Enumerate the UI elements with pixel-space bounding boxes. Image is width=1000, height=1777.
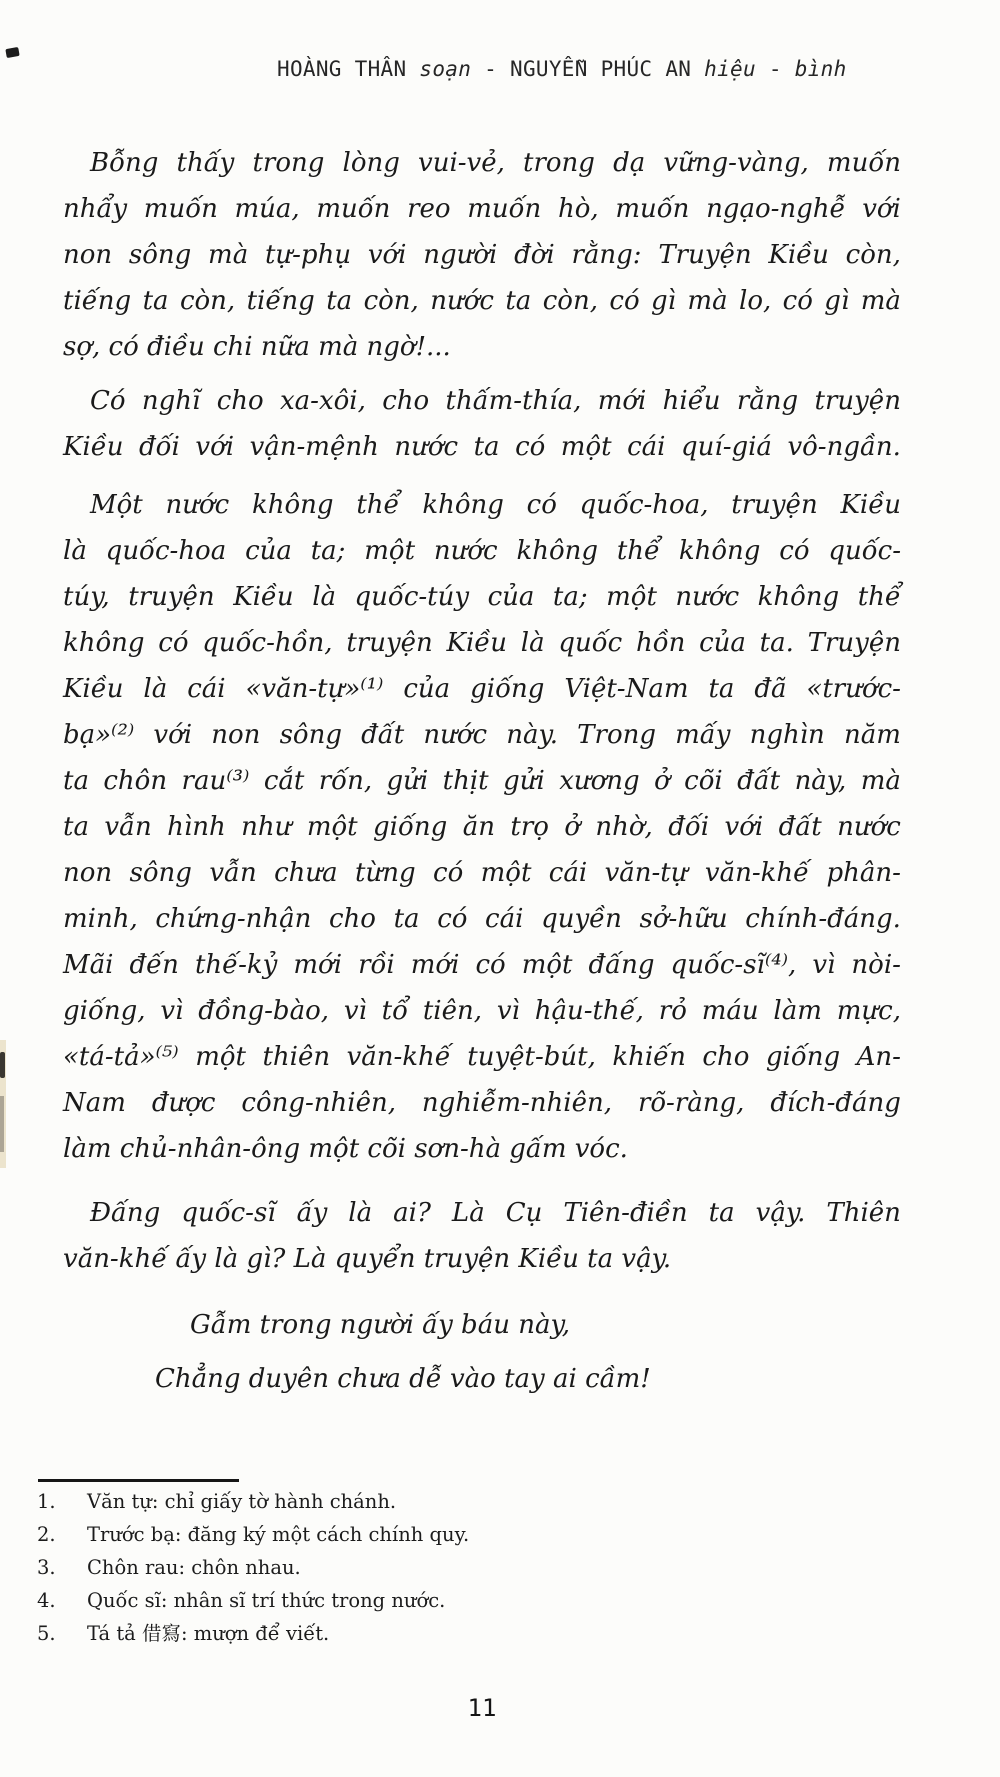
word: mà — [860, 766, 901, 796]
word: giống — [373, 812, 448, 842]
paragraph — [63, 378, 901, 470]
word: truyện — [128, 582, 215, 612]
footnote-text: Quốc sĩ: nhân sĩ trí thức trong nước. — [87, 1589, 446, 1612]
word: hồn — [635, 628, 686, 658]
word: quốc-hoa, — [579, 490, 709, 520]
word: ta — [63, 766, 89, 796]
word: còn, — [363, 286, 419, 316]
word: văn-tự — [604, 858, 688, 888]
word: rỏ — [658, 996, 687, 1026]
word: nhờ, — [595, 812, 653, 842]
footnote-text: Chôn rau: chôn nhau. — [87, 1556, 301, 1579]
word: từng — [355, 858, 416, 888]
running-header-part: NGUYỄN PHÚC AN — [510, 57, 705, 81]
word: ta — [326, 286, 353, 316]
word: giống — [765, 1042, 841, 1072]
word: cắt — [263, 766, 305, 796]
word: thiên — [262, 1042, 331, 1072]
word: vì — [812, 950, 836, 980]
word: văn-khế — [346, 1042, 451, 1072]
word: có — [515, 432, 546, 462]
word: trọ — [510, 812, 549, 842]
word: là — [143, 674, 168, 704]
word: ngạo-nghễ — [706, 194, 846, 224]
word: cho — [382, 386, 430, 416]
word: rau⁽³⁾ — [181, 766, 250, 796]
word: là — [63, 536, 87, 566]
footnote-number: 5. — [37, 1622, 56, 1645]
body-line — [63, 942, 901, 988]
word: công-nhiên, — [241, 1088, 396, 1118]
word: nước — [394, 432, 459, 462]
word: như — [241, 812, 292, 842]
word: có — [437, 904, 468, 934]
word: quốc-hồn, — [202, 628, 333, 658]
word: reo — [407, 194, 451, 224]
word: vì — [343, 996, 367, 1026]
word: của — [487, 582, 535, 612]
footnote-text: Tá tả 借寫: mượn để viết. — [87, 1622, 330, 1645]
word: cho — [328, 904, 376, 934]
word: Cụ — [505, 1198, 543, 1228]
footnote-number: 2. — [37, 1523, 56, 1546]
word: cái — [187, 674, 226, 704]
body-line: làm chủ-nhân-ông một cõi sơn-hà gấm vóc. — [63, 1134, 628, 1164]
word: tiên, — [422, 996, 483, 1026]
word: cho — [702, 1042, 750, 1072]
word: mới — [410, 950, 460, 980]
word: ta; — [310, 536, 346, 566]
word: thấy — [176, 148, 235, 178]
word: khiến — [612, 1042, 686, 1072]
word: truyện — [814, 386, 901, 416]
footnote-item — [37, 1552, 917, 1584]
word: đất — [361, 720, 405, 750]
word: chôn — [103, 766, 168, 796]
word: quốc-hoa — [105, 536, 227, 566]
word: vậy. — [755, 1198, 806, 1228]
scan-artifact-smudge-dark — [0, 1052, 5, 1078]
word: một — [306, 812, 358, 842]
word: gì — [824, 286, 850, 316]
word: còn, — [845, 240, 901, 270]
word: dạ — [613, 148, 646, 178]
word: rồi — [358, 950, 395, 980]
body-line — [63, 850, 901, 896]
word: một — [521, 950, 573, 980]
word: có — [475, 950, 506, 980]
word: với — [724, 812, 764, 842]
word: đồng-bào, — [198, 996, 329, 1026]
word: gửi — [386, 766, 429, 796]
word: muốn — [143, 194, 218, 224]
word: ai? — [393, 1198, 431, 1228]
word: một — [560, 432, 612, 462]
word: còn, — [179, 286, 236, 316]
word: không — [678, 536, 761, 566]
word: gửi — [503, 766, 545, 796]
word: rõ-ràng, — [637, 1088, 745, 1118]
word: Tiên-điền — [563, 1198, 688, 1228]
word: mới — [293, 950, 343, 980]
word: có — [609, 286, 640, 316]
body-line — [63, 186, 901, 232]
paragraph — [63, 1190, 901, 1282]
word: đối — [668, 812, 710, 842]
word: Mãi — [63, 950, 114, 980]
word: với — [367, 240, 407, 270]
page-number: 11 — [467, 1694, 497, 1722]
body-line — [63, 804, 901, 850]
paragraph — [63, 140, 901, 370]
word: vô-ngần. — [787, 432, 901, 462]
word: sông — [129, 858, 192, 888]
word: không — [63, 628, 145, 658]
word: vì — [496, 996, 520, 1026]
word: có — [782, 286, 813, 316]
word: không — [422, 490, 504, 520]
word: Là — [451, 1198, 485, 1228]
word: bạ»⁽²⁾ — [63, 720, 135, 750]
word: mà — [860, 286, 901, 316]
word: với — [862, 194, 901, 224]
body-line — [63, 424, 901, 470]
word: vẫn — [209, 858, 257, 888]
word: rằng: — [571, 240, 642, 270]
word: nghìn — [749, 720, 825, 750]
word: nước — [423, 720, 488, 750]
word: văn-khế — [704, 858, 810, 888]
word: trong — [523, 148, 595, 178]
word: Truyện — [807, 628, 901, 658]
body-line: sợ, có điều chi nữa mà ngờ!... — [63, 332, 451, 362]
scan-artifact-smudge-light — [0, 1096, 4, 1152]
word: Bỗng — [90, 148, 159, 178]
word: lòng — [342, 148, 400, 178]
word: quốc-túy — [354, 582, 470, 612]
word: ở — [654, 766, 670, 796]
word: Đấng — [90, 1198, 161, 1228]
word: sông — [128, 240, 192, 270]
word: sông — [279, 720, 342, 750]
word: nước — [837, 812, 901, 842]
word: ta — [708, 1198, 735, 1228]
word: Thiên — [826, 1198, 901, 1228]
word: cái — [548, 858, 588, 888]
word: «trước- — [806, 674, 901, 704]
word: một — [195, 1042, 246, 1072]
word: ta — [473, 432, 500, 462]
word: non — [63, 240, 113, 270]
word: một — [606, 582, 657, 612]
running-header-part: bình — [794, 57, 847, 81]
word: giống — [470, 674, 545, 704]
word: làm — [773, 996, 822, 1026]
word: quyền — [541, 904, 622, 934]
word: non — [211, 720, 261, 750]
word: nghiễm-nhiên, — [421, 1088, 613, 1118]
word: muốn — [316, 194, 391, 224]
body-line — [63, 896, 901, 942]
word: cõi — [684, 766, 723, 796]
body-line — [63, 278, 901, 324]
word: giống, — [63, 996, 146, 1026]
word: đất — [737, 766, 781, 796]
word: chứng-nhận — [155, 904, 312, 934]
word: đích-đáng — [770, 1088, 901, 1118]
word: mấy — [675, 720, 731, 750]
word: ta. — [759, 628, 794, 658]
word: tuyệt-bút, — [467, 1042, 596, 1072]
word: hậu-thế, — [534, 996, 644, 1026]
word: quí-giá — [680, 432, 772, 462]
body-line — [63, 1034, 901, 1080]
word: ở — [564, 812, 580, 842]
word: «tá-tả»⁽⁵⁾ — [63, 1042, 179, 1072]
footnote-text: Trước bạ: đăng ký một cách chính quy. — [87, 1523, 470, 1546]
body-line — [63, 712, 901, 758]
word: Việt-Nam — [564, 674, 689, 704]
word: không — [516, 536, 598, 566]
word: múa, — [234, 194, 300, 224]
word: rằng — [736, 386, 799, 416]
body-line — [63, 482, 901, 528]
body-line — [63, 232, 901, 278]
word: năm — [843, 720, 901, 750]
footnote-item — [37, 1486, 917, 1518]
word: có — [779, 536, 810, 566]
word: vui-vẻ, — [418, 148, 505, 178]
word: này. — [506, 720, 558, 750]
word: Kiều — [840, 490, 901, 520]
word: Kiều — [63, 674, 124, 704]
word: ta; — [552, 582, 588, 612]
footnote-number: 4. — [37, 1589, 56, 1612]
word: một — [480, 858, 532, 888]
word: nòi- — [851, 950, 901, 980]
word: ta — [142, 286, 169, 316]
word: chính-đáng. — [745, 904, 901, 934]
word: sở-hữu — [639, 904, 728, 934]
word: quốc- — [828, 536, 901, 566]
word: hiểu — [662, 386, 721, 416]
word: thế-kỷ — [194, 950, 278, 980]
word: hình — [167, 812, 226, 842]
body-line: văn-khế ấy là gì? Là quyển truyện Kiều ta vậy. — [63, 1244, 672, 1274]
word: non — [63, 858, 113, 888]
word: quốc-sĩ — [181, 1198, 276, 1228]
word: An- — [856, 1042, 901, 1072]
body-line — [63, 620, 901, 666]
word: Kiều — [768, 240, 829, 270]
word: là — [312, 582, 337, 612]
running-header-part: - — [755, 57, 795, 81]
word: có — [158, 628, 189, 658]
body-line — [63, 378, 901, 424]
body-line — [63, 1190, 901, 1236]
word: tiếng — [63, 286, 132, 316]
word: ta — [63, 812, 89, 842]
word: là — [348, 1198, 373, 1228]
word: vận-mệnh — [249, 432, 379, 462]
word: mới — [597, 386, 647, 416]
word: với — [195, 432, 235, 462]
body-line — [63, 140, 901, 186]
word: truyện — [346, 628, 433, 658]
word: nghĩ — [141, 386, 201, 416]
word: Trong — [577, 720, 656, 750]
word: một — [364, 536, 416, 566]
word: đời — [514, 240, 555, 270]
word: không — [252, 490, 334, 520]
word: «văn-tự»⁽¹⁾ — [245, 674, 384, 704]
poem-line: Gẫm trong người ấy báu này, — [190, 1310, 570, 1340]
running-header-part: HOÀNG THÂN — [277, 57, 420, 81]
word: nhẩy — [63, 194, 128, 224]
word: muốn — [467, 194, 542, 224]
footnote-item — [37, 1585, 917, 1617]
word: Một — [90, 490, 143, 520]
word: quốc-sĩ⁽⁴⁾, — [670, 950, 797, 980]
word: cái — [485, 904, 524, 934]
word: đối — [139, 432, 180, 462]
footnote-separator — [38, 1479, 239, 1482]
running-header-part: - — [471, 57, 510, 81]
running-header-part: hiệu — [704, 57, 756, 81]
word: minh, — [63, 904, 138, 934]
body-line — [63, 666, 901, 712]
word: còn, — [542, 286, 598, 316]
word: cho — [216, 386, 264, 416]
word: Kiều — [446, 628, 508, 658]
word: đến — [129, 950, 179, 980]
word: tiếng — [246, 286, 315, 316]
word: Truyện — [658, 240, 752, 270]
word: đấng — [588, 950, 655, 980]
word: thể — [356, 490, 400, 520]
word: thịt — [442, 766, 489, 796]
word: nước — [165, 490, 230, 520]
footnote-item — [37, 1519, 917, 1551]
word: thấm-thía, — [445, 386, 582, 416]
word: mực, — [836, 996, 901, 1026]
word: đất — [778, 812, 822, 842]
word: ta — [505, 286, 532, 316]
word: túy, — [63, 582, 110, 612]
word: này, — [794, 766, 847, 796]
word: vững-vàng, — [663, 148, 809, 178]
word: của — [403, 674, 451, 704]
word: Kiều — [63, 432, 124, 462]
word: với — [153, 720, 193, 750]
word: nước — [675, 582, 740, 612]
word: lo, — [739, 286, 772, 316]
word: ta — [393, 904, 420, 934]
word: Nam — [63, 1088, 126, 1118]
word: có — [433, 858, 464, 888]
word: nước — [430, 286, 494, 316]
scan-artifact-speck — [5, 47, 19, 58]
word: cái — [627, 432, 666, 462]
body-line — [63, 758, 901, 804]
word: muốn — [826, 148, 901, 178]
word: được — [151, 1088, 216, 1118]
poem-line: Chẳng duyên chưa dễ vào tay ai cầm! — [155, 1364, 651, 1394]
word: của — [699, 628, 746, 658]
word: xa-xôi, — [280, 386, 366, 416]
word: ấy — [296, 1198, 328, 1228]
word: trong — [252, 148, 325, 178]
word: tự-phụ — [264, 240, 352, 270]
running-header — [277, 57, 847, 81]
running-header-part: soạn — [419, 57, 472, 81]
word: thể — [616, 536, 661, 566]
word: xương — [559, 766, 640, 796]
word: của — [245, 536, 292, 566]
word: người — [423, 240, 498, 270]
word: hò, — [557, 194, 599, 224]
footnote-number: 1. — [37, 1490, 56, 1513]
body-line — [63, 528, 901, 574]
word: tổ — [381, 996, 409, 1026]
word: đã — [754, 674, 787, 704]
body-line — [63, 574, 901, 620]
word: máu — [701, 996, 759, 1026]
word: truyện — [731, 490, 818, 520]
word: Có — [90, 386, 126, 416]
footnote-item — [37, 1618, 917, 1650]
word: vì — [160, 996, 184, 1026]
body-line — [63, 1080, 901, 1126]
word: ăn — [462, 812, 495, 842]
word: là — [520, 628, 545, 658]
paragraph — [63, 482, 901, 1172]
word: rốn, — [318, 766, 373, 796]
word: gì — [651, 286, 676, 316]
word: muốn — [615, 194, 690, 224]
word: không — [757, 582, 840, 612]
footnote-text: Văn tự: chỉ giấy tờ hành chánh. — [87, 1490, 397, 1513]
word: Kiều — [233, 582, 294, 612]
word: mà — [687, 286, 728, 316]
word: quốc — [558, 628, 623, 658]
word: chưa — [274, 858, 338, 888]
word: vẫn — [104, 812, 152, 842]
word: ta — [708, 674, 735, 704]
word: nước — [433, 536, 498, 566]
footnote-number: 3. — [37, 1556, 56, 1579]
word: thể — [857, 582, 901, 612]
body-line — [63, 988, 901, 1034]
word: có — [526, 490, 557, 520]
word: phân- — [826, 858, 901, 888]
word: mà — [208, 240, 249, 270]
